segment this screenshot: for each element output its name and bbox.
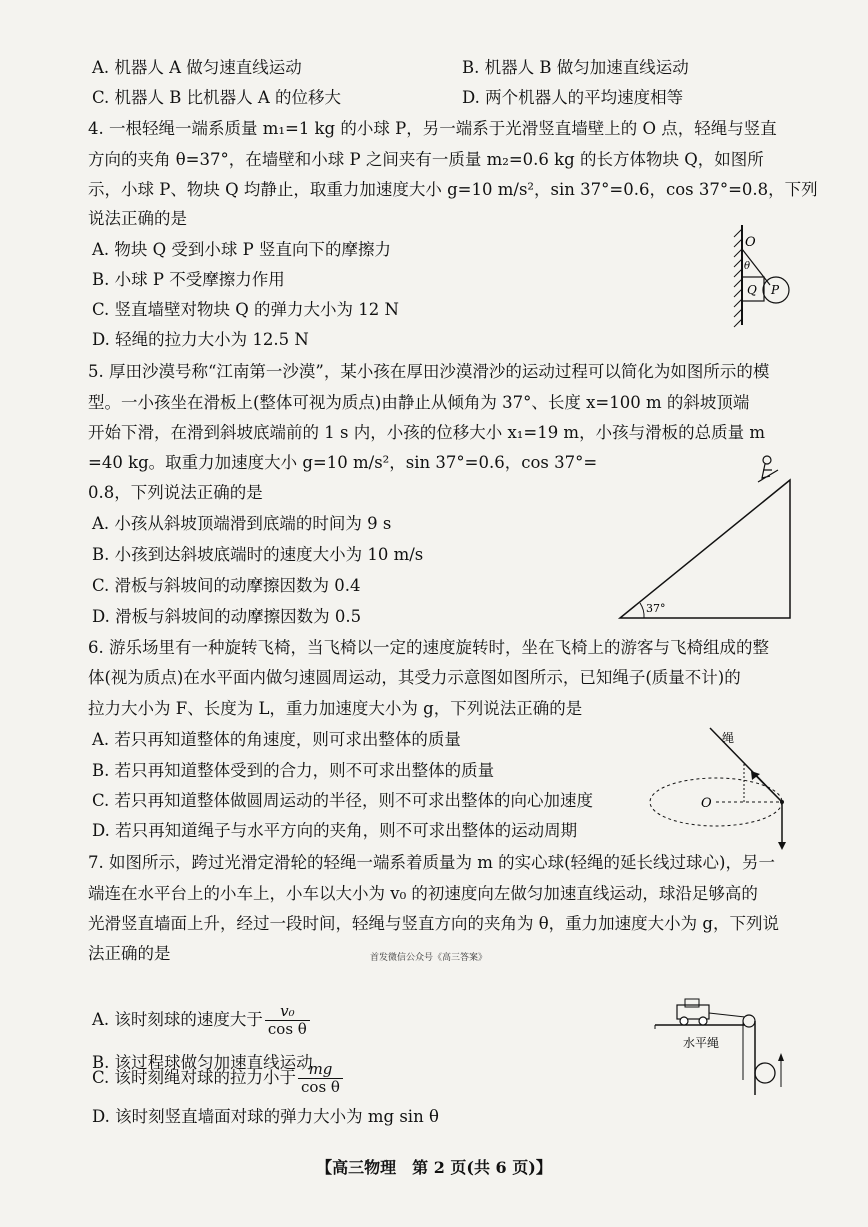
q7-option-a-fraction: [265, 1003, 310, 1038]
q5-figure: [618, 452, 796, 622]
q7-stem-line: 光滑竖直墙面上升，经过一段时间，轻绳与竖直方向的夹角为 θ，重力加速度大小为 g，下列说: [88, 914, 779, 933]
q4-option-c: C. 竖直墙壁对物块 Q 的弹力大小为 12 N: [92, 300, 399, 319]
q6-option-d: D. 若只再知道绳子与水平方向的夹角，则不可求出整体的运动周期: [92, 821, 578, 840]
q7-option-a: [92, 1000, 312, 1040]
q6-stem-line: 6. 游乐场里有一种旋转飞椅，当飞椅以一定的速度旋转时，坐在飞椅上的游客与飞椅组成的整: [88, 638, 769, 657]
q5-stem-line: =40 kg。取重力加速度大小 g=10 m/s²，sin 37°=0.6，cos 37°=: [88, 453, 598, 472]
q7-option-c-numerator: mg: [298, 1061, 343, 1079]
q5-option-c: C. 滑板与斜坡间的动摩擦因数为 0.4: [92, 576, 361, 595]
q7-figure-rope-label: 水平绳: [683, 1036, 720, 1050]
q4-stem-line: 示，小球 P、物块 Q 均静止，取重力加速度大小 g=10 m/s²，sin 37°=0.6，cos 37°=0.8，下列: [88, 180, 818, 199]
q4-figure: [730, 225, 830, 330]
q4-stem-line: 方向的夹角 θ=37°，在墙壁和小球 P 之间夹有一质量 m₂=0.6 kg 的长方体物块 Q，如图所: [88, 150, 764, 169]
q4-option-d: D. 轻绳的拉力大小为 12.5 N: [92, 330, 309, 349]
q3-option-b: B. 机器人 B 做匀加速直线运动: [462, 58, 689, 77]
q5-stem-line: 开始下滑，在滑到斜坡底端前的 1 s 内，小孩的位移大小 x₁=19 m，小孩与滑板的总质量 m: [88, 423, 765, 442]
q4-option-a: A. 物块 Q 受到小球 P 竖直向下的摩擦力: [92, 240, 392, 259]
q7-option-c-fraction: [298, 1061, 343, 1096]
q3-option-a: A. 机器人 A 做匀速直线运动: [92, 58, 302, 77]
publisher-note: 首发微信公众号《高三答案》: [370, 953, 488, 963]
q7-stem-line: 端连在水平台上的小车上，小车以大小为 v₀ 的初速度向左做匀加速直线运动，球沿足够高的: [88, 884, 758, 903]
q4-option-b: B. 小球 P 不受摩擦力作用: [92, 270, 285, 289]
q7-option-c-text: C. 该时刻绳对球的拉力小于: [92, 1068, 297, 1087]
q4-figure-label-q: Q: [747, 283, 757, 297]
q7-option-a-numerator: v₀: [265, 1003, 310, 1021]
q6-stem-line: 拉力大小为 F、长度为 L，重力加速度大小为 g，下列说法正确的是: [88, 699, 583, 718]
q7-option-a-text: A. 该时刻球的速度大于: [92, 1010, 263, 1029]
q7-stem-line: 法正确的是: [88, 944, 171, 963]
q7-option-c-denominator: cos θ: [301, 1078, 340, 1096]
q4-stem-line: 4. 一根轻绳一端系质量 m₁=1 kg 的小球 P，另一端系于光滑竖直墙壁上的 O 点，轻绳与竖直: [88, 119, 777, 138]
q5-option-a: A. 小孩从斜坡顶端滑到底端的时间为 9 s: [92, 514, 392, 533]
q5-stem-line: 型。一小孩坐在滑板上(整体可视为质点)由静止从倾角为 37°、长度 x=100 m 的斜坡顶端: [88, 393, 750, 412]
q7-option-d: D. 该时刻竖直墙面对球的弹力大小为 mg sin θ: [92, 1107, 439, 1126]
q7-option-a-denominator: cos θ: [267, 1020, 307, 1038]
q4-stem-line: 说法正确的是: [88, 209, 187, 228]
q4-figure-label-p: P: [771, 283, 780, 297]
q6-option-b: B. 若只再知道整体受到的合力，则不可求出整体的质量: [92, 761, 495, 780]
q7-option-b: B. 该过程球做匀加速直线运动: [92, 1053, 313, 1072]
q7-figure: [655, 995, 805, 1095]
q3-option-c: C. 机器人 B 比机器人 A 的位移大: [92, 88, 342, 107]
q4-figure-label-o: O: [745, 235, 756, 250]
q5-option-b: B. 小孩到达斜坡底端时的速度大小为 10 m/s: [92, 545, 424, 564]
q6-figure-o-label: O: [701, 796, 712, 811]
q4-figure-label-theta: θ: [744, 261, 751, 272]
q7-stem-line: 7. 如图所示，跨过光滑定滑轮的轻绳一端系着质量为 m 的实心球(轻绳的延长线过球心)，另一: [88, 853, 775, 872]
q5-stem-line: 5. 厚田沙漠号称“江南第一沙漠”，某小孩在厚田沙漠滑沙的运动过程可以简化为如图所示的模: [88, 362, 770, 381]
q6-option-c: C. 若只再知道整体做圆周运动的半径，则不可求出整体的向心加速度: [92, 791, 594, 810]
q7-option-c-line: [92, 1058, 345, 1098]
q6-option-a: A. 若只再知道整体的角速度，则可求出整体的质量: [92, 730, 461, 749]
q5-stem-line: 0.8，下列说法正确的是: [88, 483, 263, 502]
q5-option-d: D. 滑板与斜坡间的动摩擦因数为 0.5: [92, 607, 362, 626]
q5-figure-angle-label: 37°: [646, 602, 666, 615]
q6-stem-line: 体(视为质点)在水平面内做匀速圆周运动，其受力示意图如图所示，已知绳子(质量不计)的: [88, 668, 741, 687]
page-footer: 【高三物理 第 2 页(共 6 页)】: [316, 1158, 552, 1177]
q3-option-d: D. 两个机器人的平均速度相等: [462, 88, 684, 107]
q6-figure-rope-label: 绳: [722, 731, 735, 745]
q6-figure: [648, 728, 808, 853]
